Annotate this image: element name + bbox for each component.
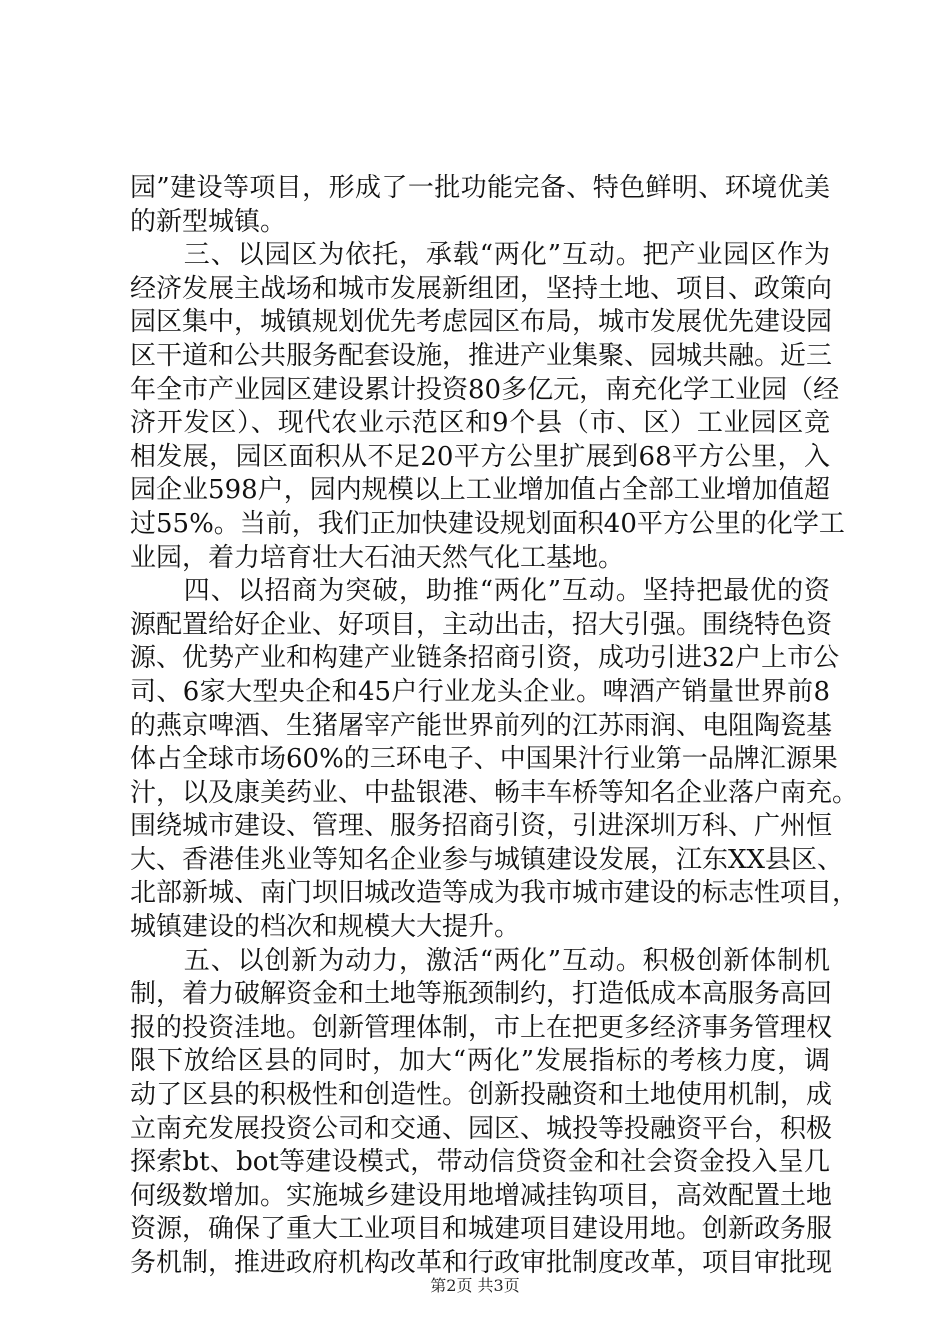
text-line: 司、6家大型央企和45户行业龙头企业。啤酒产销量世界前8 <box>130 676 830 707</box>
page-footer: 第2页 共3页 <box>430 1276 520 1295</box>
text-line: 五、以创新为动力，激活“两化”互动。积极创新体制机 <box>130 945 830 976</box>
text-line: 园”建设等项目，形成了一批功能完备、特色鲜明、环境优美 <box>130 173 830 203</box>
text-line: 汁，以及康美药业、中盐银港、畅丰车桥等知名企业落户南充。 <box>130 777 859 808</box>
text-line: 济开发区）、现代农业示范区和9个县（市、区）工业园区竞 <box>130 408 830 439</box>
text-line: 年全市产业园区建设累计投资80多亿元，南充化学工业园（经 <box>130 374 840 405</box>
text-line: 四、以招商为突破，助推“两化”互动。坚持把最优的资 <box>130 576 830 607</box>
text-line: 源配置给好企业、好项目，主动出击，招大引强。围绕特色资 <box>130 609 833 640</box>
text-line: 大、香港佳兆业等知名企业参与城镇建设发展，江东XX县区、 <box>130 844 844 875</box>
text-line: 相发展，园区面积从不足20平方公里扩展到68平方公里，入 <box>130 441 830 472</box>
text-line: 过55%。当前，我们正加快建设规划面积40平方公里的化学工 <box>130 508 845 539</box>
text-line: 城镇建设的档次和规模大大提升。 <box>130 912 521 943</box>
text-line: 区干道和公共服务配套设施，推进产业集聚、园城共融。近三 <box>130 340 833 371</box>
text-line: 务机制，推进政府机构改革和行政审批制度改革，项目审批现 <box>130 1248 833 1278</box>
text-line: 的新型城镇。 <box>130 206 287 237</box>
text-line: 业园，着力培育壮大石油天然气化工基地。 <box>130 542 625 573</box>
text-line: 北部新城、南门坝旧城改造等成为我市城市建设的标志性项目， <box>130 878 859 909</box>
text-line: 限下放给区县的同时，加大“两化”发展指标的考核力度，调 <box>130 1046 830 1077</box>
text-line: 体占全球市场60%的三环电子、中国果汁行业第一品牌汇源果 <box>130 744 838 775</box>
document-body <box>130 172 859 1281</box>
text-line: 源、优势产业和构建产业链条招商引资，成功引进32户上市公 <box>130 643 840 674</box>
text-line: 何级数增加。实施城乡建设用地增减挂钩项目，高效配置土地 <box>130 1180 833 1211</box>
text-line: 园企业598户，园内规模以上工业增加值占全部工业增加值超 <box>130 475 830 506</box>
text-line: 围绕城市建设、管理、服务招商引资，引进深圳万科、广州恒 <box>130 811 833 842</box>
text-line: 报的投资洼地。创新管理体制，市上在把更多经济事务管理权 <box>130 1012 833 1043</box>
text-line: 三、以园区为依托，承载“两化”互动。把产业园区作为 <box>130 240 830 271</box>
text-line: 探索bt、bot等建设模式，带动信贷资金和社会资金投入呈几 <box>130 1147 830 1178</box>
text-line: 资源，确保了重大工业项目和城建项目建设用地。创新政务服 <box>130 1214 833 1245</box>
text-line: 的燕京啤酒、生猪屠宰产能世界前列的江苏雨润、电阻陶瓷基 <box>130 710 833 741</box>
text-line: 立南充发展投资公司和交通、园区、城投等投融资平台，积极 <box>130 1113 833 1144</box>
text-line: 园区集中，城镇规划优先考虑园区布局，城市发展优先建设园 <box>130 307 833 338</box>
text-line: 动了区县的积极性和创造性。创新投融资和土地使用机制，成 <box>130 1080 833 1111</box>
text-line: 经济发展主战场和城市发展新组团，坚持土地、项目、政策向 <box>130 273 833 304</box>
text-line: 制，着力破解资金和土地等瓶颈制约，打造低成本高服务高回 <box>130 979 833 1010</box>
